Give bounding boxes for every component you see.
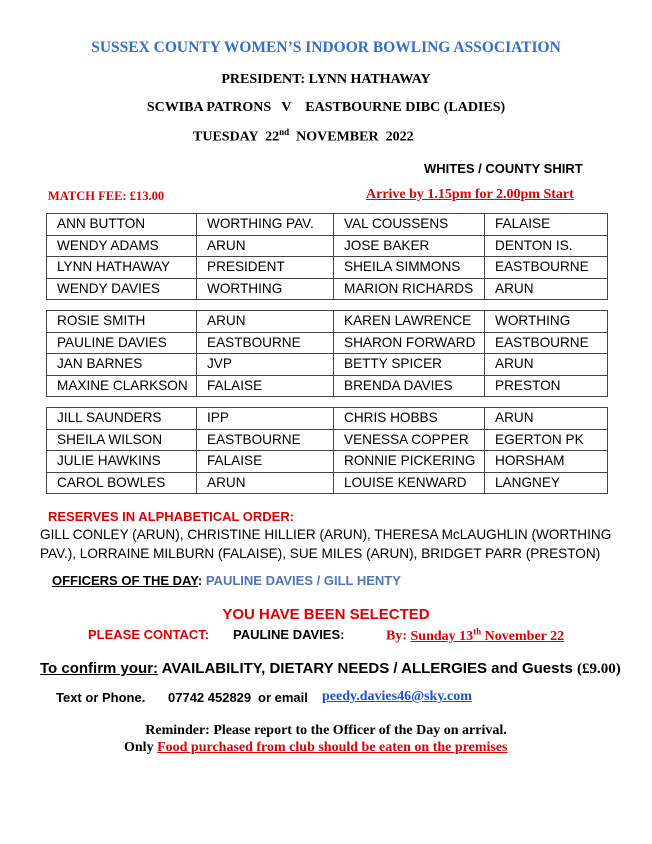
officers-line bbox=[52, 573, 401, 588]
match-fee: MATCH FEE: £13.00 bbox=[48, 189, 165, 203]
dress-code: WHITES / COUNTY SHIRT bbox=[424, 161, 583, 176]
email-link[interactable]: peedy.davies46@sky.com bbox=[322, 689, 472, 704]
player-club: WORTHING bbox=[485, 311, 608, 333]
player-name: WENDY DAVIES bbox=[47, 278, 197, 300]
president-line: PRESIDENT: LYNN HATHAWAY bbox=[221, 72, 431, 87]
player-club: EGERTON PK bbox=[485, 429, 608, 451]
reply-by-date bbox=[410, 626, 565, 644]
player-name: ANN BUTTON bbox=[47, 214, 197, 236]
table-row bbox=[47, 278, 608, 300]
rink-table-3 bbox=[46, 407, 608, 494]
reply-by-prefix: Sunday 13 bbox=[410, 628, 474, 644]
food-notice-text: Food purchased from club should be eaten on the premises bbox=[157, 740, 508, 755]
player-name: JILL SAUNDERS bbox=[47, 408, 197, 430]
reply-by-label: By: bbox=[386, 628, 411, 644]
reply-by bbox=[386, 626, 564, 645]
player-club: ARUN bbox=[197, 235, 334, 257]
player-club: EASTBOURNE bbox=[197, 429, 334, 451]
player-club: EASTBOURNE bbox=[197, 332, 334, 354]
player-club: EASTBOURNE bbox=[485, 257, 608, 279]
player-name: ROSIE SMITH bbox=[47, 311, 197, 333]
phone-number: 07742 452829 bbox=[168, 690, 252, 705]
player-name: LYNN HATHAWAY bbox=[47, 257, 197, 279]
player-club: HORSHAM bbox=[485, 451, 608, 473]
player-name: JOSE BAKER bbox=[334, 235, 485, 257]
table-row bbox=[47, 214, 608, 236]
rink-table-2 bbox=[46, 310, 608, 397]
contact-name: PAULINE DAVIES: bbox=[233, 627, 345, 642]
player-club: ARUN bbox=[485, 278, 608, 300]
association-title: SUSSEX COUNTY WOMEN’S INDOOR BOWLING ASSOCIATION bbox=[91, 39, 561, 56]
player-name: SHEILA WILSON bbox=[47, 429, 197, 451]
food-notice bbox=[124, 740, 508, 756]
player-club: FALAISE bbox=[197, 375, 334, 397]
match-date bbox=[193, 127, 414, 146]
player-club: FALAISE bbox=[197, 451, 334, 473]
player-club: EASTBOURNE bbox=[485, 332, 608, 354]
table-row bbox=[47, 311, 608, 333]
match-line: SCWIBA PATRONS V EASTBOURNE DIBC (LADIES) bbox=[146, 100, 506, 115]
player-club: ARUN bbox=[197, 472, 334, 494]
player-club: LANGNEY bbox=[485, 472, 608, 494]
table-row bbox=[47, 354, 608, 376]
player-club: JVP bbox=[197, 354, 334, 376]
table-row bbox=[47, 472, 608, 494]
player-name: PAULINE DAVIES bbox=[47, 332, 197, 354]
reply-by-sup: th bbox=[473, 626, 482, 636]
reminder-line: Reminder: Please report to the Officer of the Day on arrival. bbox=[145, 723, 507, 738]
player-name: VENESSA COPPER bbox=[334, 429, 485, 451]
player-club: ARUN bbox=[197, 311, 334, 333]
table-row bbox=[47, 235, 608, 257]
confirm-line bbox=[40, 660, 621, 678]
table-row bbox=[47, 429, 608, 451]
player-club: IPP bbox=[197, 408, 334, 430]
player-name: MARION RICHARDS bbox=[334, 278, 485, 300]
guest-fee: (£9.00) bbox=[577, 661, 621, 677]
reserves-heading: RESERVES IN ALPHABETICAL ORDER: bbox=[48, 509, 295, 524]
player-name: MAXINE CLARKSON bbox=[47, 375, 197, 397]
player-club: WORTHING bbox=[197, 278, 334, 300]
table-row bbox=[47, 451, 608, 473]
reply-by-suffix: November 22 bbox=[481, 628, 565, 644]
confirm-items: AVAILABILITY, DIETARY NEEDS / ALLERGIES and Guests bbox=[158, 660, 578, 677]
player-club: PRESTON bbox=[485, 375, 608, 397]
player-name: VAL COUSSENS bbox=[334, 214, 485, 236]
reserves-list: GILL CONLEY (ARUN), CHRISTINE HILLIER (ARUN), THERESA McLAUGHLIN (WORTHING PAV.), LORRAINE MILBURN (FALAISE), SUE MILES (ARUN), BRIDGET PARR (PRESTON) bbox=[40, 527, 612, 561]
officers-label: OFFICERS OF THE DAY bbox=[52, 573, 198, 588]
player-club: ARUN bbox=[485, 354, 608, 376]
date-prefix: TUESDAY 22 bbox=[193, 129, 280, 145]
player-name: JAN BARNES bbox=[47, 354, 197, 376]
date-sup: nd bbox=[279, 127, 290, 137]
text-or-phone: Text or Phone. bbox=[56, 690, 146, 705]
player-club: WORTHING PAV. bbox=[197, 214, 334, 236]
table-row bbox=[47, 375, 608, 397]
confirm-lead: To confirm your: bbox=[40, 660, 159, 677]
table-row bbox=[47, 332, 608, 354]
rink-table-1 bbox=[46, 213, 608, 300]
player-club: ARUN bbox=[485, 408, 608, 430]
food-notice-prefix: Only bbox=[124, 740, 158, 755]
player-name: SHARON FORWARD bbox=[334, 332, 485, 354]
player-name: RONNIE PICKERING bbox=[334, 451, 485, 473]
player-name: CHRIS HOBBS bbox=[334, 408, 485, 430]
contact-label: PLEASE CONTACT: bbox=[88, 627, 210, 642]
player-name: CAROL BOWLES bbox=[47, 472, 197, 494]
date-suffix: NOVEMBER 2022 bbox=[289, 129, 414, 145]
player-club: PRESIDENT bbox=[197, 257, 334, 279]
player-club: DENTON IS. bbox=[485, 235, 608, 257]
player-name: KAREN LAWRENCE bbox=[334, 311, 485, 333]
selected-heading: YOU HAVE BEEN SELECTED bbox=[222, 606, 430, 623]
table-row bbox=[47, 408, 608, 430]
player-name: WENDY ADAMS bbox=[47, 235, 197, 257]
or-email-label: or email bbox=[258, 690, 308, 705]
player-name: SHEILA SIMMONS bbox=[334, 257, 485, 279]
player-name: JULIE HAWKINS bbox=[47, 451, 197, 473]
arrive-time: Arrive by 1.15pm for 2.00pm Start bbox=[366, 187, 574, 202]
player-name: BRENDA DAVIES bbox=[334, 375, 485, 397]
player-club: FALAISE bbox=[485, 214, 608, 236]
player-name: BETTY SPICER bbox=[334, 354, 485, 376]
officers-colon: : bbox=[197, 573, 203, 588]
officers-names: PAULINE DAVIES / GILL HENTY bbox=[202, 573, 401, 588]
player-name: LOUISE KENWARD bbox=[334, 472, 485, 494]
table-row bbox=[47, 257, 608, 279]
